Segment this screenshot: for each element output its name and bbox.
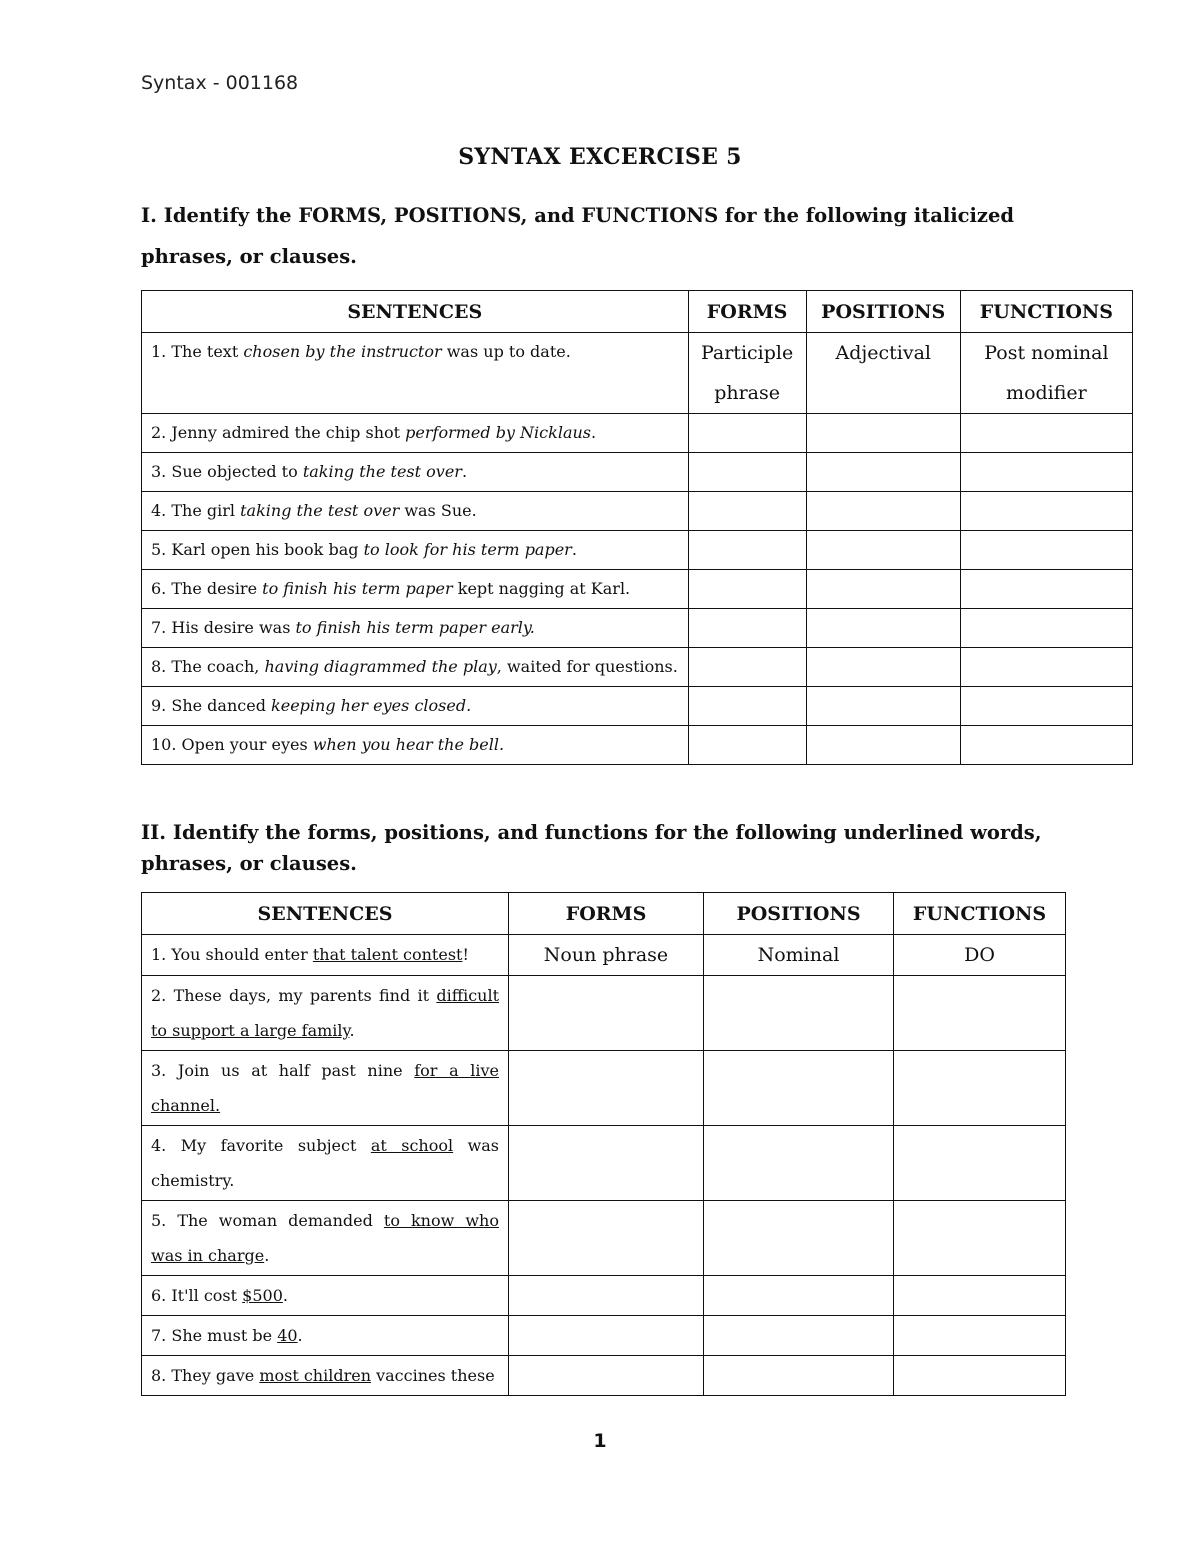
target-phrase: most children: [259, 1366, 372, 1385]
target-phrase: to finish his term paper early.: [295, 618, 535, 637]
column-header-positions: POSITIONS: [806, 291, 960, 333]
sentence-text: .: [282, 1286, 288, 1305]
sentence-text: The woman demanded: [177, 1211, 384, 1230]
form-cell[interactable]: [688, 648, 806, 687]
form-cell[interactable]: [509, 1201, 704, 1276]
table-row: [142, 1356, 1066, 1396]
table-row: [142, 609, 1133, 648]
position-cell[interactable]: [704, 1356, 894, 1396]
sentence-number: 2.: [151, 986, 167, 1005]
sentence-text: kept nagging at Karl.: [452, 579, 631, 598]
target-phrase: 40: [277, 1326, 298, 1345]
position-cell[interactable]: [806, 687, 960, 726]
function-cell[interactable]: [894, 1356, 1066, 1396]
position-cell[interactable]: [704, 1126, 894, 1201]
table-row: [142, 1051, 1066, 1126]
target-phrase: performed by Nicklaus: [405, 423, 591, 442]
function-cell[interactable]: DO: [894, 935, 1066, 976]
function-cell[interactable]: [894, 1126, 1066, 1201]
function-cell[interactable]: [960, 648, 1132, 687]
form-cell[interactable]: [509, 1316, 704, 1356]
sentence-number: 1.: [151, 342, 167, 361]
function-cell[interactable]: [960, 609, 1132, 648]
target-phrase: that talent contest: [312, 945, 463, 964]
target-phrase: for a live channel.: [151, 1061, 500, 1115]
sentence-text: She danced: [171, 696, 272, 715]
target-phrase: keeping her eyes closed.: [271, 696, 472, 715]
sentence-cell: [142, 935, 509, 976]
sentence-cell: [142, 648, 689, 687]
column-header-forms: FORMS: [688, 291, 806, 333]
table-row: [142, 976, 1066, 1051]
sentence-number: 1.: [151, 945, 167, 964]
sentence-text: They gave: [171, 1366, 260, 1385]
sentence-cell: [142, 1276, 509, 1316]
form-cell[interactable]: [509, 1356, 704, 1396]
sentence-cell: [142, 531, 689, 570]
table-row: [142, 453, 1133, 492]
part1-instruction: I. Identify the FORMS, POSITIONS, and FUNCTIONS for the following italicized phrases, or clauses.: [141, 204, 1015, 268]
sentence-cell: [142, 414, 689, 453]
sentence-text: The desire: [171, 579, 263, 598]
form-cell[interactable]: [509, 976, 704, 1051]
sentence-number: 2.: [151, 423, 167, 442]
target-phrase: to finish his term paper: [262, 579, 453, 598]
sentence-text: was up to date.: [441, 342, 571, 361]
table-row: [142, 726, 1133, 765]
sentence-text: It'll cost: [171, 1286, 243, 1305]
table-row: [142, 492, 1133, 531]
position-cell[interactable]: [704, 1201, 894, 1276]
sentence-cell: [142, 1126, 509, 1201]
target-phrase: to look for his term paper: [363, 540, 572, 559]
sentence-text: These days, my parents find it: [173, 986, 437, 1005]
target-phrase: having diagrammed the play: [264, 657, 497, 676]
sentence-cell: [142, 453, 689, 492]
sentence-text: Sue objected to: [171, 462, 303, 481]
form-cell[interactable]: [688, 687, 806, 726]
sentence-number: 4.: [151, 501, 167, 520]
function-cell[interactable]: [960, 687, 1132, 726]
table-header-row: [142, 893, 1066, 935]
form-cell[interactable]: Noun phrase: [509, 935, 704, 976]
column-header-forms: FORMS: [509, 893, 704, 935]
sentence-cell: [142, 1051, 509, 1126]
sentence-number: 7.: [151, 1326, 167, 1345]
function-cell[interactable]: [894, 976, 1066, 1051]
table-row: [142, 648, 1133, 687]
position-cell[interactable]: [806, 414, 960, 453]
part2-table: [141, 892, 1066, 1396]
sentence-number: 8.: [151, 1366, 167, 1385]
part1-table: [141, 290, 1133, 765]
sentence-number: 3.: [151, 462, 167, 481]
position-cell[interactable]: [806, 609, 960, 648]
sentence-text: Jenny admired the chip shot: [171, 423, 406, 442]
table-row: [142, 531, 1133, 570]
sentence-cell: [142, 976, 509, 1051]
function-cell[interactable]: [960, 726, 1132, 765]
table-row: [142, 414, 1133, 453]
sentence-text: !: [462, 945, 469, 964]
target-phrase: chosen by the instructor: [243, 342, 442, 361]
target-phrase: taking the test over: [240, 501, 400, 520]
sentence-cell: [142, 1201, 509, 1276]
sentence-cell: [142, 609, 689, 648]
function-cell[interactable]: [960, 531, 1132, 570]
function-cell[interactable]: [960, 492, 1132, 531]
form-cell[interactable]: Participle phrase: [688, 333, 806, 414]
sentence-number: 5.: [151, 1211, 167, 1230]
sentence-text: .: [264, 1246, 270, 1265]
sentence-text: Karl open his book bag: [171, 540, 364, 559]
table-row: [142, 333, 1133, 414]
sentence-text: .: [591, 423, 597, 442]
function-cell[interactable]: [894, 1201, 1066, 1276]
sentence-text: The girl: [171, 501, 241, 520]
column-header-functions: FUNCTIONS: [894, 893, 1066, 935]
table-row: [142, 1201, 1066, 1276]
function-cell[interactable]: [960, 414, 1132, 453]
page-title: SYNTAX EXCERCISE 5: [458, 144, 742, 170]
form-cell[interactable]: [688, 609, 806, 648]
form-cell[interactable]: [509, 1051, 704, 1126]
sentence-text: You should enter: [171, 945, 313, 964]
position-cell[interactable]: [704, 1276, 894, 1316]
page-header: Syntax - 001168: [141, 72, 299, 94]
sentence-text: His desire was: [171, 618, 296, 637]
sentence-text: The coach,: [171, 657, 265, 676]
table-row: [142, 687, 1133, 726]
function-cell[interactable]: [960, 453, 1132, 492]
sentence-text: , waited for questions.: [496, 657, 678, 676]
position-cell[interactable]: [806, 726, 960, 765]
sentence-number: 8.: [151, 657, 167, 676]
page-number: 1: [593, 1430, 607, 1452]
position-cell[interactable]: [704, 976, 894, 1051]
sentence-number: 6.: [151, 579, 167, 598]
table-header-row: [142, 291, 1133, 333]
sentence-number: 4.: [151, 1136, 167, 1155]
column-header-sentences: SENTENCES: [142, 291, 689, 333]
position-cell[interactable]: [806, 648, 960, 687]
sentence-number: 6.: [151, 1286, 167, 1305]
sentence-number: 7.: [151, 618, 167, 637]
form-cell[interactable]: [688, 570, 806, 609]
column-header-functions: FUNCTIONS: [960, 291, 1132, 333]
function-cell[interactable]: Post nominal modifier: [960, 333, 1132, 414]
sentence-text: .: [297, 1326, 303, 1345]
form-cell[interactable]: [688, 492, 806, 531]
position-cell[interactable]: [704, 1051, 894, 1126]
sentence-text: My favorite subject: [180, 1136, 371, 1155]
form-cell[interactable]: [509, 1126, 704, 1201]
sentence-cell: [142, 1356, 509, 1396]
form-cell[interactable]: [509, 1276, 704, 1316]
sentence-text: The text: [171, 342, 244, 361]
sentence-number: 3.: [151, 1061, 167, 1080]
form-cell[interactable]: [688, 414, 806, 453]
position-cell[interactable]: [806, 570, 960, 609]
sentence-text: She must be: [171, 1326, 278, 1345]
sentence-text: Join us at half past nine: [177, 1061, 415, 1080]
form-cell[interactable]: [688, 726, 806, 765]
target-phrase: difficult to support a large family: [151, 986, 500, 1040]
form-cell[interactable]: [688, 531, 806, 570]
part2-instruction: II. Identify the forms, positions, and functions for the following underlined words, phrases, or clauses.: [141, 821, 1042, 875]
sentence-text: was Sue.: [399, 501, 477, 520]
position-cell[interactable]: Adjectival: [806, 333, 960, 414]
sentence-text: .: [571, 540, 577, 559]
sentence-text: vaccines these: [371, 1366, 495, 1385]
sentence-text: .: [461, 462, 468, 481]
sentence-cell: [142, 570, 689, 609]
sentence-text: was chemistry.: [151, 1136, 500, 1190]
function-cell[interactable]: [960, 570, 1132, 609]
position-cell[interactable]: [806, 453, 960, 492]
sentence-number: 10.: [151, 735, 177, 754]
form-cell[interactable]: [688, 453, 806, 492]
position-cell[interactable]: [806, 492, 960, 531]
sentence-cell: [142, 1316, 509, 1356]
sentence-number: 5.: [151, 540, 167, 559]
target-phrase: $500: [242, 1286, 283, 1305]
table-row: [142, 1276, 1066, 1316]
table-row: [142, 935, 1066, 976]
table-row: [142, 1316, 1066, 1356]
table-row: [142, 570, 1133, 609]
table-row: [142, 1126, 1066, 1201]
sentence-text: Open your eyes: [181, 735, 313, 754]
position-cell[interactable]: [806, 531, 960, 570]
position-cell[interactable]: Nominal: [704, 935, 894, 976]
position-cell[interactable]: [704, 1316, 894, 1356]
target-phrase: when you hear the bell.: [312, 735, 505, 754]
target-phrase: at school: [370, 1136, 454, 1155]
function-cell[interactable]: [894, 1316, 1066, 1356]
function-cell[interactable]: [894, 1276, 1066, 1316]
column-header-sentences: SENTENCES: [142, 893, 509, 935]
sentence-cell: [142, 687, 689, 726]
target-phrase: to know who was in charge: [151, 1211, 499, 1265]
target-phrase: taking the test over: [302, 462, 462, 481]
sentence-cell: [142, 726, 689, 765]
sentence-cell: [142, 333, 689, 414]
column-header-positions: POSITIONS: [704, 893, 894, 935]
sentence-text: .: [349, 1021, 355, 1040]
sentence-number: 9.: [151, 696, 167, 715]
sentence-cell: [142, 492, 689, 531]
function-cell[interactable]: [894, 1051, 1066, 1126]
